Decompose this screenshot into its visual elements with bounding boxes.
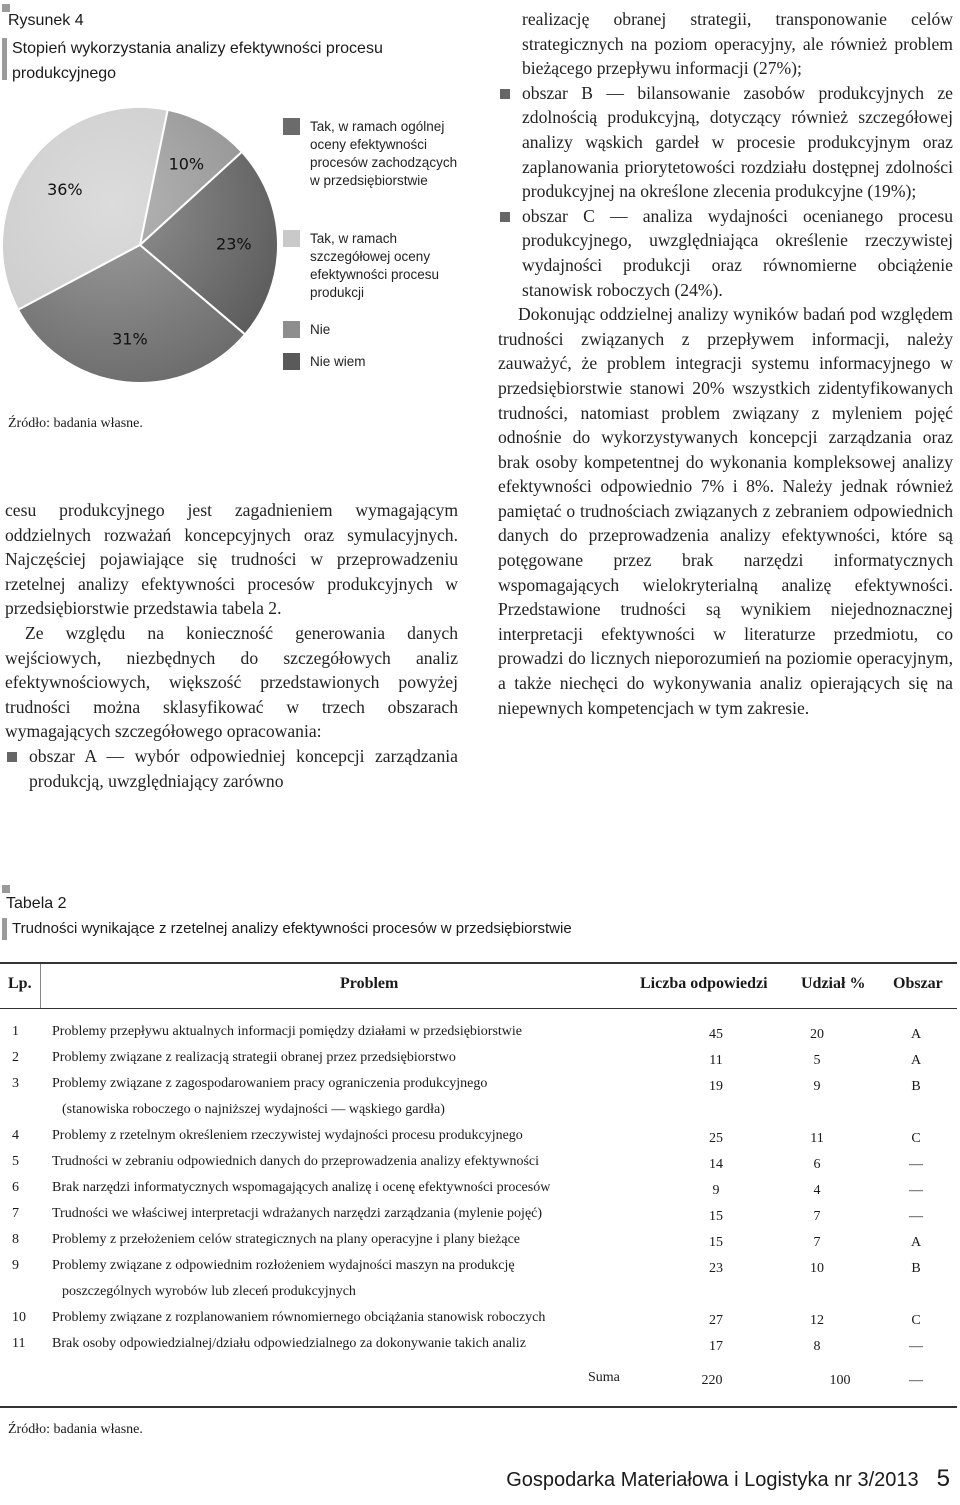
legend-swatch: [283, 321, 300, 338]
cell-problem: Problemy przepływu aktualnych informacji pomiędzy działami w przedsiębiorstwie: [52, 1024, 523, 1039]
paragraph: Dokonując oddzielnej analizy wyników badań pod względem trudności związanych z przepływem informacji, należy zauważyć, że problem integracji systemu informacyjnego w przedsiębiorstwie stanowi 20% wszystkich zidentyfikowanych trudności, natomiast problem związany z myleniem pojęć odnośnie do wykorzystywanych koncepcji zarządzania oraz brak osoby kompetentnej do wykonania kompleksowej analizy efektywności odpowiednio 7% i 8%. Należy jednak również pamiętać o trudnościach związanych z zebraniem odpowiednich danych do przeprowadzenia analizy efektywności, które są potęgowane przez brak narzędzi informatycznych wspomagających wielokryterialną analizę efektywności. Przedstawione trudności są wynikiem niejednoznacznej interpretacji efektywności w literaturze przedmiotu, co prowadzi do licznych nieporozumień na poziomie operacyjnym, a także niechęci do wykonywania analiz opierających się na niepewnych kompetencjach w tym zakresie.: [498, 304, 953, 718]
cell-count: 25: [709, 1131, 723, 1146]
cell-area: C: [911, 1131, 921, 1146]
page-number: 5: [936, 1465, 950, 1492]
sum-label: Suma: [588, 1370, 620, 1385]
cell-area: —: [909, 1157, 923, 1172]
table-title: Trudności wynikające z rzetelnej analizy efektywności procesów w przedsiębiorstwie: [12, 920, 572, 937]
cell-problem: Problemy związane z rozplanowaniem równomiernego obciążania stanowisk roboczych: [52, 1310, 546, 1325]
legend-label: Nie: [310, 322, 331, 337]
cell-share: 9: [813, 1079, 821, 1094]
cell-share: 5: [813, 1053, 821, 1068]
cell-count: 27: [709, 1313, 723, 1328]
cell-lp: 1: [12, 1024, 19, 1039]
cell-share: 12: [810, 1313, 824, 1328]
legend-swatch: [283, 118, 300, 135]
cell-share: 10: [810, 1261, 824, 1276]
table-source: Źródło: badania własne.: [8, 1422, 143, 1437]
cell-area: B: [911, 1261, 921, 1276]
legend-label: Nie wiem: [310, 354, 366, 369]
cell-count: 45: [709, 1027, 723, 1042]
cell-share: 8: [813, 1339, 821, 1354]
sum-area: —: [909, 1373, 923, 1388]
cell-area: B: [911, 1079, 921, 1094]
cell-area: A: [910, 1235, 922, 1250]
cell-area: —: [909, 1209, 923, 1224]
header-lp: Lp.: [8, 975, 32, 992]
cell-area: —: [909, 1183, 923, 1198]
cell-problem-continued: poszczególnych wyrobów lub zleceń produkcyjnych: [62, 1284, 356, 1299]
left-column: [5, 498, 458, 793]
page-footer: [506, 1465, 950, 1493]
cell-lp: 8: [12, 1232, 19, 1247]
cell-area: —: [909, 1339, 923, 1354]
cell-lp: 11: [12, 1336, 26, 1351]
pie-slice-label: 36%: [47, 179, 83, 199]
cell-problem: Problemy związane z realizacją strategii obranej przez przedsiębiorstwo: [52, 1050, 456, 1065]
pie-chart: [0, 100, 285, 400]
journal-name: Gospodarka Materiałowa i Logistyka nr 3/2013: [506, 1469, 919, 1491]
table-top-rule: [0, 962, 957, 964]
header-share: Udział %: [801, 975, 866, 992]
figure-title-bar: [2, 38, 7, 80]
cell-share: 4: [813, 1183, 821, 1198]
cell-share: 7: [813, 1235, 821, 1250]
cell-area: C: [911, 1313, 921, 1328]
table-marker: [2, 885, 10, 893]
header-count: Liczba odpowiedzi: [640, 975, 768, 992]
bullet-area-c: obszar C — analiza wydajności ocenianego procesu produkcyjnego, uwzględniająca określenie rzeczywistej wydajności produkcji oraz równomierne obciążenie stanowisk roboczych (24%).: [498, 204, 953, 302]
pie-slice-label: 10%: [168, 154, 205, 174]
header-area: Obszar: [893, 975, 943, 992]
cell-lp: 2: [12, 1050, 19, 1065]
cell-lp: 10: [12, 1310, 26, 1325]
cell-share: 11: [810, 1131, 824, 1146]
paragraph-continued: realizację obranej strategii, transponowanie celów strategicznych na poziom operacyjny, ale również problem bieżącego przepływu informacji (27%);: [522, 9, 953, 79]
legend-label: Tak, w ramach szczegółowej oceny efektywności procesu produkcji: [310, 231, 440, 300]
cell-area: A: [910, 1053, 922, 1068]
paragraph: Ze względu na konieczność generowania danych wejściowych, niezbędnych do szczegółowych analiz efektywnościowych, większość przedstawionych powyżej trudności można sklasyfikować w trzech obszarach wymagających szczegółowego opracowania:: [5, 622, 458, 742]
legend-swatch: [283, 230, 300, 247]
bullet-area-b: obszar B — bilansowanie zasobów produkcyjnych ze zdolnością produkcyjną, dotyczący również szczegółowej analizy wąskich gardeł w procesie produkcyjnym oraz zaplanowania priorytetowości rozdziału dostępnej zdolności produkcyjnej na określone zlecenia produkcyjne (19%);: [498, 81, 953, 204]
cell-lp: 7: [12, 1206, 19, 1221]
pie-slice-label: 31%: [112, 329, 148, 349]
cell-lp: 6: [12, 1180, 19, 1195]
cell-count: 9: [712, 1183, 720, 1198]
cell-count: 14: [709, 1157, 723, 1172]
cell-problem: Problemy związane z odpowiednim rozłożeniem wydajności maszyn na produkcję: [52, 1258, 515, 1273]
figure-title: Stopień wykorzystania analizy efektywności procesu produkcyjnego: [12, 40, 383, 82]
cell-count: 11: [709, 1053, 723, 1068]
cell-lp: 5: [12, 1154, 19, 1169]
pie-slice-label: 23%: [216, 234, 252, 254]
table-title-bar: [2, 918, 7, 940]
cell-count: 15: [709, 1209, 723, 1224]
cell-problem: Problemy związane z zagospodarowaniem pracy ograniczenia produkcyjnego: [52, 1076, 488, 1091]
table-header-rule: [0, 1008, 957, 1009]
figure-label: Rysunek 4: [8, 12, 84, 29]
cell-problem: Problemy z rzetelnym określeniem rzeczywistej wydajności procesu produkcyjnego: [52, 1128, 523, 1143]
table-col-divider: [40, 964, 41, 1008]
legend-swatch: [283, 353, 300, 370]
cell-count: 15: [709, 1235, 723, 1250]
figure-source: Źródło: badania własne.: [8, 416, 143, 431]
cell-problem: Trudności we właściwej interpretacji wdrażanych narzędzi zarządzania (mylenie pojęć): [52, 1206, 543, 1221]
sum-share: 100: [829, 1373, 851, 1388]
cell-share: 20: [810, 1027, 824, 1042]
cell-count: 17: [709, 1339, 723, 1354]
cell-lp: 9: [12, 1258, 19, 1273]
cell-count: 19: [709, 1079, 723, 1094]
table-bottom-rule: [0, 1406, 957, 1408]
paragraph: cesu produkcyjnego jest zagadnieniem wymagającym oddzielnych rozważań koncepcyjnych oraz symulacyjnych. Najczęściej pojawiające się trudności w przeprowadzeniu rzetelnej analizy efektywności procesów produkcyjnych w przedsiębiorstwie przedstawia tabela 2.: [5, 500, 458, 619]
table-label: Tabela 2: [6, 895, 67, 912]
cell-problem: Trudności w zebraniu odpowiednich danych do przeprowadzenia analizy efektywności: [52, 1154, 539, 1169]
cell-area: A: [910, 1027, 922, 1042]
cell-lp: 4: [12, 1128, 19, 1143]
sum-count: 220: [701, 1373, 723, 1388]
cell-problem-continued: (stanowiska roboczego o najniższej wydajności — wąskiego gardła): [62, 1102, 445, 1117]
cell-count: 23: [709, 1261, 723, 1276]
legend-label: Tak, w ramach ogólnej oceny efektywności procesów zachodzących w przedsiębiorstwie: [310, 119, 458, 188]
bullet-area-a: obszar A — wybór odpowiedniej koncepcji zarządzania produkcją, uwzględniający zarówno: [5, 744, 458, 793]
header-problem: Problem: [340, 975, 399, 992]
cell-problem: Brak narzędzi informatycznych wspomagających analizę i ocenę efektywności procesów: [52, 1180, 551, 1195]
cell-lp: 3: [12, 1076, 19, 1091]
cell-share: 6: [813, 1157, 821, 1172]
cell-problem: Problemy z przełożeniem celów strategicznych na plany operacyjne i plany bieżące: [52, 1232, 521, 1247]
right-column: [498, 7, 953, 720]
figure-marker: [2, 4, 10, 12]
cell-share: 7: [813, 1209, 821, 1224]
cell-problem: Brak osoby odpowiedzialnej/działu odpowiedzialnego za dokonywanie takich analiz: [52, 1336, 526, 1351]
